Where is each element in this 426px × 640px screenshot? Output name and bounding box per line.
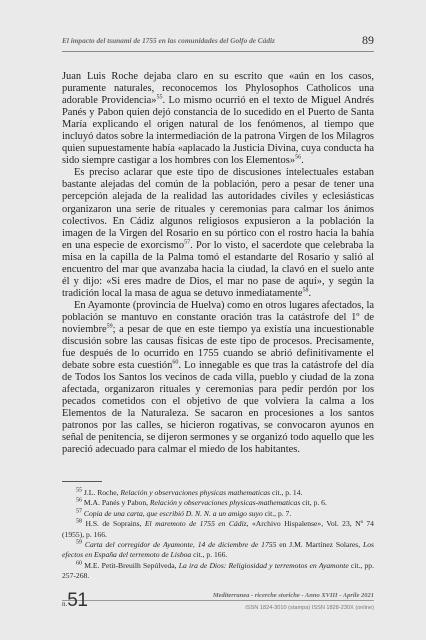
footnote-title: La ira de Dios: Religiosidad y terremotos en Ayamonte xyxy=(178,560,349,570)
footnote-number: 57 xyxy=(76,508,82,515)
footnote-text: cit., p. 166. xyxy=(191,550,228,560)
footnote-text: cit., pp. 257-268. xyxy=(62,560,374,581)
footnotes xyxy=(62,488,374,582)
paragraph-text: . Lo mismo ocurrió en el texto de Miguel Andrés Panés y Pabon quien dejó constancia de lo sucedido en el Puerto de Santa María explicando el origen natural de los fenómenos, al tiempo que incluyó datos sobre la intermediación de la patrona Virgen de los Milagros quien supuestamente había «aplacado la Justicia Divina, cuya conducta ha sido siempre castigar a los hombres con los Elementos» xyxy=(62,95,374,167)
footnote-title: El maremoto de 1755 en Cádiz xyxy=(144,519,247,529)
footnote-number: 55 xyxy=(76,487,82,494)
footnote-60 xyxy=(62,561,374,582)
footnote-number: 56 xyxy=(76,497,82,504)
header-divider xyxy=(62,51,374,52)
footnote-text: , «Archivo Hispalense», Vol. 23, Nº 74 (1955), p. 166. xyxy=(62,519,374,539)
running-header xyxy=(62,33,374,49)
footnote-ref[interactable]: 55 xyxy=(156,94,163,101)
footnote-ref[interactable]: 58 xyxy=(302,287,309,294)
paragraph-text: . xyxy=(308,287,312,299)
paragraph-text: Es preciso aclarar que este tipo de discusiones intelectuales estaban bastante alejadas del común de la población, pero a pesar de tener una percepción alejada de la realidad las autoridades civiles y eclesiásticas organizaron una serie de rituales y ceremonias para calmar los ánimos colectivos. En Cádiz algunos religiosos expusieron a la población la imagen de la Virgen del Rosario en su pórtico con el rostro hacia la bahía en una especie de exorcismo xyxy=(62,167,374,251)
footnote-number: 60 xyxy=(76,560,82,567)
footnote-title: Relación y observaciones physicas-mathematicas xyxy=(149,498,301,508)
footnote-57 xyxy=(62,509,374,519)
page-number: 89 xyxy=(362,33,374,47)
paragraph-text: . xyxy=(301,155,304,167)
running-title: El impacto del tsunami de 1755 en las comunidades del Golfo de Cádiz xyxy=(62,36,275,45)
footnote-number: 58 xyxy=(76,518,82,525)
footnote-text: H.S. de Soprains, xyxy=(82,519,145,529)
footnote-59 xyxy=(62,540,374,561)
footnote-title: Los efectos en España del terremoto de Lisboa xyxy=(62,540,375,560)
paragraph-text: Juan Luis Roche dejaba claro en su escrito que «aún en los casos, puramente naturales, reconocemos los Phylosophos Catholicos una adorable Providencia» xyxy=(62,71,374,107)
footnote-text: cit., p. 7. xyxy=(262,508,292,518)
footnote-ref[interactable]: 59 xyxy=(106,323,113,330)
page-footer xyxy=(62,588,374,622)
footnote-ref[interactable]: 60 xyxy=(172,359,179,366)
paragraph-text: . Por lo visto, el sacerdote que celebraba la misa en la capilla de la Palma tomó el estandarte del Rosario y salió al encuentro del mar que avanzaba hacia la ciudad, la clavó en el suelo ante él y dijo: «Si eres madre de Dios, el mar no pase de aquí», y según la tradición local la masa de agua se detuvo inmediatamente xyxy=(62,239,374,299)
footnote-text: cit, p. 6. xyxy=(300,498,327,508)
footnote-title: Copia de una carta, que escribió D. N. N. a un amigo suyo xyxy=(83,508,263,518)
paragraph-1 xyxy=(62,71,374,167)
body-text xyxy=(62,71,374,457)
footnote-ref[interactable]: 56 xyxy=(295,154,302,161)
footnote-56 xyxy=(62,498,374,508)
footnote-text: M.A. Panés y Pabon, xyxy=(82,498,150,508)
issue-value: 51 xyxy=(67,590,88,611)
footnote-58 xyxy=(62,519,374,540)
paragraph-text: En Ayamonte (provincia de Huelva) como en otros lugares afectados, la población se mantuvo en constante oración tras la catástrofe del 1º de noviembre xyxy=(62,299,374,335)
footnote-divider xyxy=(62,481,102,482)
footnote-55 xyxy=(62,488,374,498)
paragraph-2 xyxy=(62,167,374,300)
footnote-ref[interactable]: 57 xyxy=(184,239,191,246)
footnote-text: cit., p. 14. xyxy=(270,488,303,497)
issue-number xyxy=(62,590,87,612)
footnote-text: J.L. Roche, xyxy=(82,488,121,497)
issue-prefix: n. xyxy=(62,600,68,608)
footnote-text: en J.M. Martínez Solares, xyxy=(276,540,364,550)
journal-info: Mediterranea - ricerche storiche - Anno XVIII - Aprile 2021 xyxy=(212,592,374,599)
footnote-title: Relación y observaciones physicas mathematicas xyxy=(120,488,271,497)
issn-info: ISSN 1824-3010 (stampa) ISSN 1828-230X (online) xyxy=(245,605,374,611)
footnote-text: M.E. Petit-Breuilh Sepúlveda, xyxy=(82,560,179,570)
footnote-title: Carta del corregidor de Ayamonte, 14 de diciembre de 1755 xyxy=(84,540,277,550)
footnote-number: 59 xyxy=(76,539,82,546)
paragraph-3 xyxy=(62,300,374,457)
paragraph-text: ; a pesar de que en este tiempo ya existía una incuestionable discusión sobre las causas físicas de este tipo de procesos. Precisamente, fue después de lo ocurrido en 1755 cuando se abrió definitivamente el debate sobre esta cuestión xyxy=(62,323,374,372)
paragraph-text: . Lo innegable es que tras la catástrofe del día de Todos los Santos los vecinos de cada villa, pueblo y ciudad de la zona afectada, organizaron rituales y ceremonias para pedir perdón por los pecados cometidos con el objetivo de que volviera la calma a los Elementos de la Naturaleza. Se sacaron en procesiones a los santos patronos por las calles, se hicieron rogativas, se convocaron ayunos en señal de penitencia, se dijeron sermones y se organizó todo aquello que les pareció adecuado para calmar el miedo de los habitantes. xyxy=(62,360,374,456)
